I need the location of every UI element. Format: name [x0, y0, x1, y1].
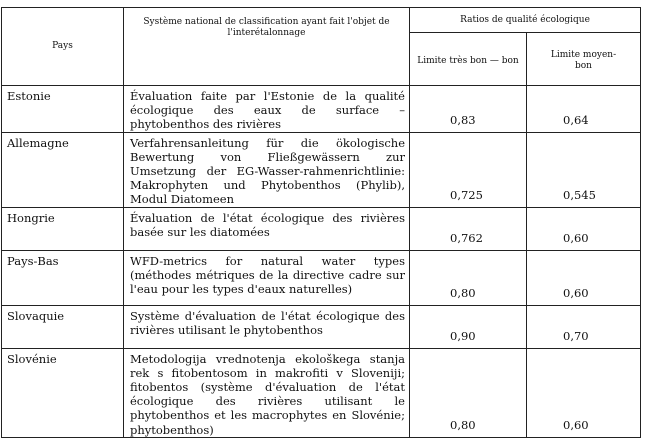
classification-table	[1, 7, 641, 438]
table-row	[2, 86, 641, 133]
table-row	[2, 207, 641, 250]
moderate-good-cell: 0,60	[527, 348, 641, 437]
country-cell: Estonie	[2, 86, 124, 133]
country-cell: Hongrie	[2, 207, 124, 250]
moderate-good-cell: 0,60	[527, 250, 641, 305]
system-cell: Verfahrensanleitung für die ökologische Bewertung von Fließgewässern zur Umsetzung der EG-Wasser-rahmenrichtlinie: Makrophyten und Phytobenthos (Phylib), Modul Diatomeen	[124, 132, 410, 207]
high-good-cell: 0,725	[410, 132, 527, 207]
header-limit-moderate-good-text: Limite moyen-bon	[550, 50, 617, 71]
moderate-good-cell: 0,60	[527, 207, 641, 250]
system-cell: Système d'évaluation de l'état écologique des rivières utilisant le phytobenthos	[124, 305, 410, 348]
table-row	[2, 305, 641, 348]
high-good-cell: 0,83	[410, 86, 527, 133]
header-ratios: Ratios de qualité écologique	[410, 8, 641, 33]
high-good-cell: 0,90	[410, 305, 527, 348]
system-cell: Évaluation de l'état écologique des rivières basée sur les diatomées	[124, 207, 410, 250]
table-row	[2, 250, 641, 305]
country-cell: Allemagne	[2, 132, 124, 207]
system-cell: WFD-metrics for natural water types (méthodes métriques de la directive cadre sur l'eau pour les types d'eaux naturelles)	[124, 250, 410, 305]
header-system: Système national de classification ayant fait l'objet de l'interétalonnage	[124, 8, 410, 86]
header-limit-moderate-good	[527, 33, 641, 86]
moderate-good-cell: 0,64	[527, 86, 641, 133]
header-country: Pays	[2, 8, 124, 86]
header-limit-high-good: Limite très bon — bon	[410, 33, 527, 86]
high-good-cell: 0,80	[410, 348, 527, 437]
country-cell: Slovaquie	[2, 305, 124, 348]
table-row	[2, 132, 641, 207]
system-cell: Évaluation faite par l'Estonie de la qualité écologique des eaux de surface – phytobenthos des rivières	[124, 86, 410, 133]
moderate-good-cell: 0,70	[527, 305, 641, 348]
high-good-cell: 0,762	[410, 207, 527, 250]
high-good-cell: 0,80	[410, 250, 527, 305]
system-cell: Metodologija vrednotenja ekološkega stanja rek s fitobentosom in makrofiti v Sloveniji; fitobentos (système d'évaluation de l'état écologique des rivières utilisant le phytobenthos et les macrophytes en Slovénie; phytobenthos)	[124, 348, 410, 437]
country-cell: Pays-Bas	[2, 250, 124, 305]
country-cell: Slovénie	[2, 348, 124, 437]
moderate-good-cell: 0,545	[527, 132, 641, 207]
table-row	[2, 348, 641, 437]
